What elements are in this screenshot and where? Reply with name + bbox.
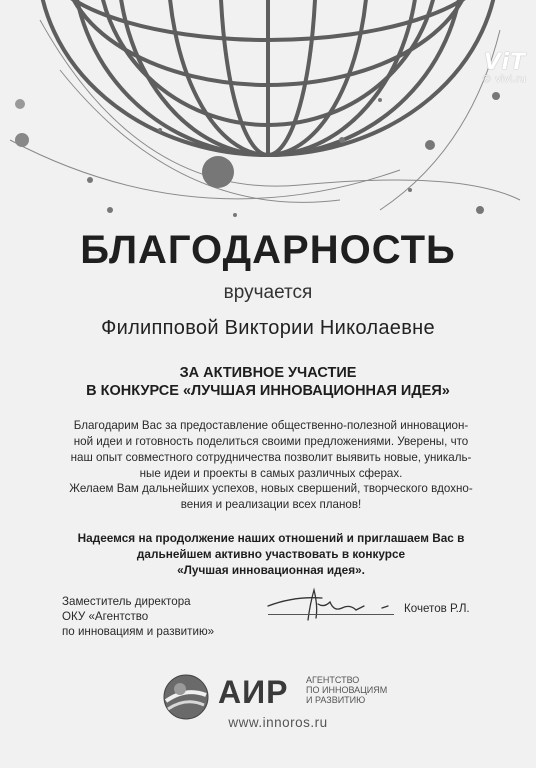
closing-line: «Лучшая инновационная идея».	[177, 563, 365, 577]
signer-position-line: ОКУ «Агентство	[62, 610, 149, 623]
air-logo-icon	[162, 673, 210, 721]
paragraph-line: ные идеи и проекты в самых различных сферах.	[139, 467, 403, 480]
watermark-site: © vivi.ru	[481, 74, 526, 85]
handwritten-signature	[264, 584, 404, 624]
paragraph-line: Желаем Вам дальнейших успехов, новых свершений, творческого вдохно-	[69, 482, 473, 495]
signer-position-line: Заместитель директора	[62, 595, 191, 608]
signer-position	[62, 594, 262, 639]
logo-description-line: И РАЗВИТИЮ	[306, 695, 366, 705]
closing-line: Надеемся на продолжение наших отношений и приглашаем Вас в	[77, 531, 465, 545]
certificate-title: БЛАГОДАРНОСТЬ	[80, 228, 456, 272]
paragraph-line: наш опыт совместного сотрудничества позволит выявить новые, уникаль-	[70, 451, 472, 464]
closing-line: дальнейшем активно участвовать в конкурсе	[136, 547, 406, 561]
paragraph-line: ной идеи и готовность поделиться своими предложениями. Уверены, что	[73, 435, 469, 448]
recipient-name: Филипповой Виктории Николаевне	[101, 317, 435, 339]
signer-name: Кочетов Р.Л.	[404, 602, 470, 615]
logo-description-line: ПО ИННОВАЦИЯМ	[306, 685, 388, 695]
reason-line: В КОНКУРСЕ «ЛУЧШАЯ ИННОВАЦИОННАЯ ИДЕЯ»	[86, 383, 450, 399]
paragraph-line: вения и реализации всех планов!	[180, 498, 362, 511]
certificate-subtitle: вручается	[223, 282, 313, 303]
globe-graphic	[0, 0, 536, 230]
watermark-logo: ViT	[483, 50, 526, 75]
signature-line	[268, 614, 394, 615]
wishes-paragraph	[62, 481, 480, 513]
logo-description-line: АГЕНТСТВО	[306, 675, 360, 685]
logo-description	[306, 675, 387, 705]
thanks-paragraph	[62, 418, 480, 482]
signer-position-line: по инновациям и развитию»	[62, 625, 215, 638]
closing-paragraph	[62, 530, 480, 578]
reason-line: ЗА АКТИВНОЕ УЧАСТИЕ	[179, 365, 357, 381]
paragraph-line: Благодарим Вас за предоставление общественно-полезной инновацион-	[73, 419, 469, 432]
watermark	[482, 52, 526, 85]
award-reason	[0, 364, 536, 400]
website-url: www.innoros.ru	[228, 715, 328, 730]
logo-name: АИР	[218, 674, 289, 710]
